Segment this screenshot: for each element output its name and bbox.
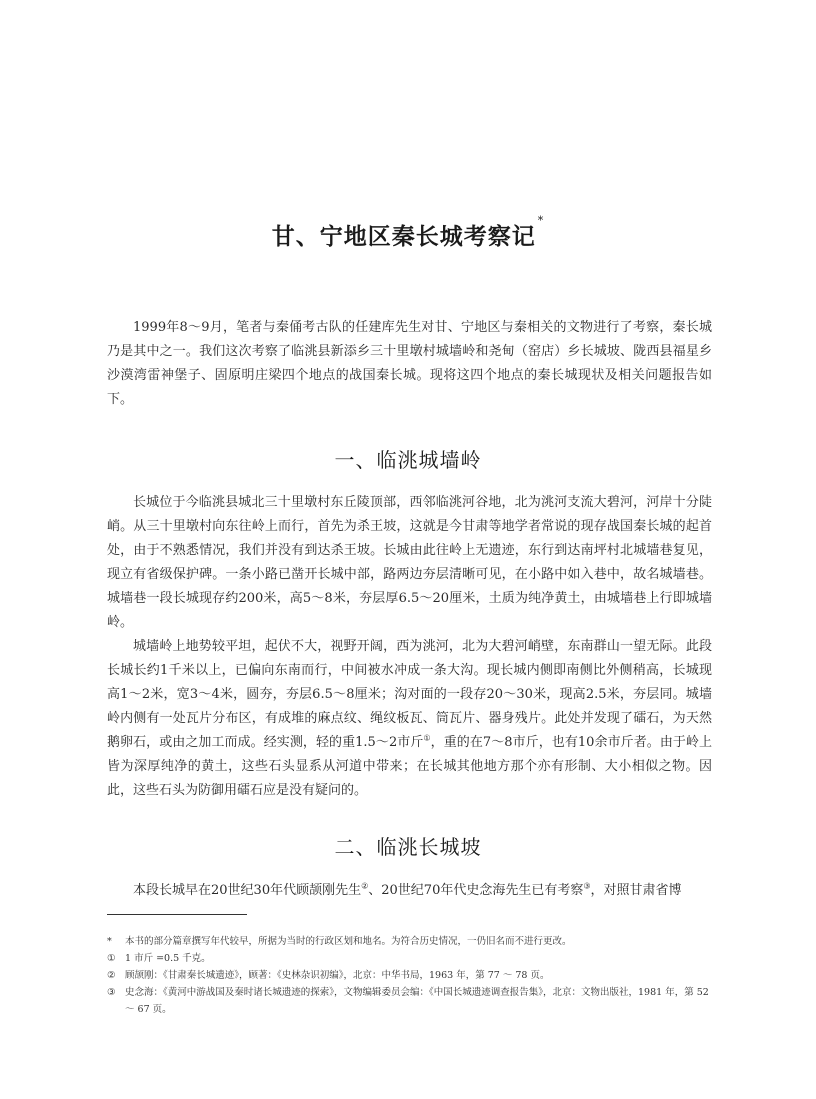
footnote-text: 顾颉刚：《甘肃秦长城遗迹》，顾著：《史林杂识初编》，北京：中华书局，1963 年，第 77 ～ 78 页。: [125, 970, 550, 981]
footnote-ref-1: ①: [423, 733, 431, 743]
footnote: [107, 967, 712, 984]
footnotes: [107, 933, 712, 1018]
section-heading-2: 二、临洮长城坡: [334, 835, 482, 859]
section-1-body: [107, 491, 712, 803]
footnote: [107, 984, 712, 1018]
section-2-paragraph-1-part-c: ，对照甘肃省博: [590, 883, 682, 898]
footnote-divider: [107, 914, 247, 915]
section-2-paragraph-1: [107, 879, 712, 903]
section-1-paragraph-2: [107, 635, 712, 803]
footnote: [107, 950, 712, 967]
intro-paragraph-block: [107, 316, 712, 412]
section-2-paragraph-1-part-a: 本段长城早在20世纪30年代顾颉刚先生: [133, 883, 362, 898]
footnote: [107, 933, 712, 950]
section-2-paragraph-1-part-b: 、20世纪70年代史念海先生已有考察: [368, 883, 584, 898]
footnote-ref-2: ②: [361, 881, 369, 891]
title-text: 甘、宁地区秦长城考察记: [271, 223, 536, 250]
intro-paragraph: 1999年8～9月，笔者与秦俑考古队的任建库先生对甘、宁地区与秦相关的文物进行了考察，秦长城乃是其中之一。我们这次考察了临洮县新添乡三十里墩村城墙岭和尧甸（窑店）乡长城坡、陇西县福星乡沙漠湾雷神堡子、固原明庄梁四个地点的战国秦长城。现将这四个地点的秦长城现状及相关问题报告如下。: [107, 320, 712, 407]
section-1-paragraph-1: 长城位于今临洮县城北三十里墩村东丘陵顶部，西邻临洮河谷地，北为洮河支流大碧河，河岸十分陡峭。从三十里墩村向东往岭上而行，首先为杀王坡，这就是今甘肃等地学者常说的现存战国秦长城的起首处，由于不熟悉情况，我们并没有到达杀王坡。长城由此往岭上无遗迹，东行到达南坪村北城墙巷复见，现立有省级保护碑。一条小路已凿开长城中部，路两边夯层清晰可见，在小路中如入巷中，故名城墙巷。城墙巷一段长城现存约200米，高5～8米，夯层厚6.5～20厘米，土质为纯净黄土，由城墙巷上行即城墙岭。: [107, 495, 712, 630]
footnote-mark: ①: [107, 953, 116, 964]
title-footnote-mark: *: [537, 214, 545, 227]
footnote-ref-3: ③: [583, 881, 591, 891]
footnote-text: 史念海：《黄河中游战国及秦时诸长城遗迹的探索》，文物编辑委员会编：《中国长城遗迹调查报告集》，北京：文物出版社，1981 年，第 52 ～ 67 页。: [125, 987, 709, 1015]
footnote-text: 本书的部分篇章撰写年代较早，所据为当时的行政区划和地名。为符合历史情况，一仍旧名而不进行更改。: [125, 936, 572, 947]
section-1-paragraph-2-part-a: 城墙岭上地势较平坦，起伏不大，视野开阔，西为洮河，北为大碧河峭壁，东南群山一望无际。此段长城长约1千米以上，已偏向东南而行，中间被水冲成一条大沟。现长城内侧即南侧比外侧稍高，长城现高1～2米，宽3～4米，圆夯，夯层6.5～8厘米；沟对面的一段存20～30米，现高2.5米，夯层同。城墙岭内侧有一处瓦片分布区，有成堆的麻点纹、绳纹板瓦、筒瓦片、器身残片。此处并发现了礌石，为天然鹅卵石，或由之加工而成。经实测，轻的重1.5～2市斤: [107, 639, 712, 750]
footnote-mark: ②: [107, 970, 116, 981]
footnote-mark: *: [107, 936, 112, 947]
section-heading-1: 一、临洮城墙岭: [334, 448, 482, 472]
page-title: [0, 214, 816, 251]
footnote-text: 1 市斤 =0.5 千克。: [125, 953, 211, 964]
footnote-mark: ③: [107, 987, 116, 998]
section-2-body: [107, 879, 712, 903]
section-1-paragraph-2-part-b: ，重的在7～8市斤，也有10余市斤者。由于岭上皆为深厚纯净的黄土，这些石头显系从河道中带来；在长城其他地方那个亦有形制、大小相似之物。因此，这些石头为防御用礌石应是没有疑问的。: [107, 735, 712, 798]
